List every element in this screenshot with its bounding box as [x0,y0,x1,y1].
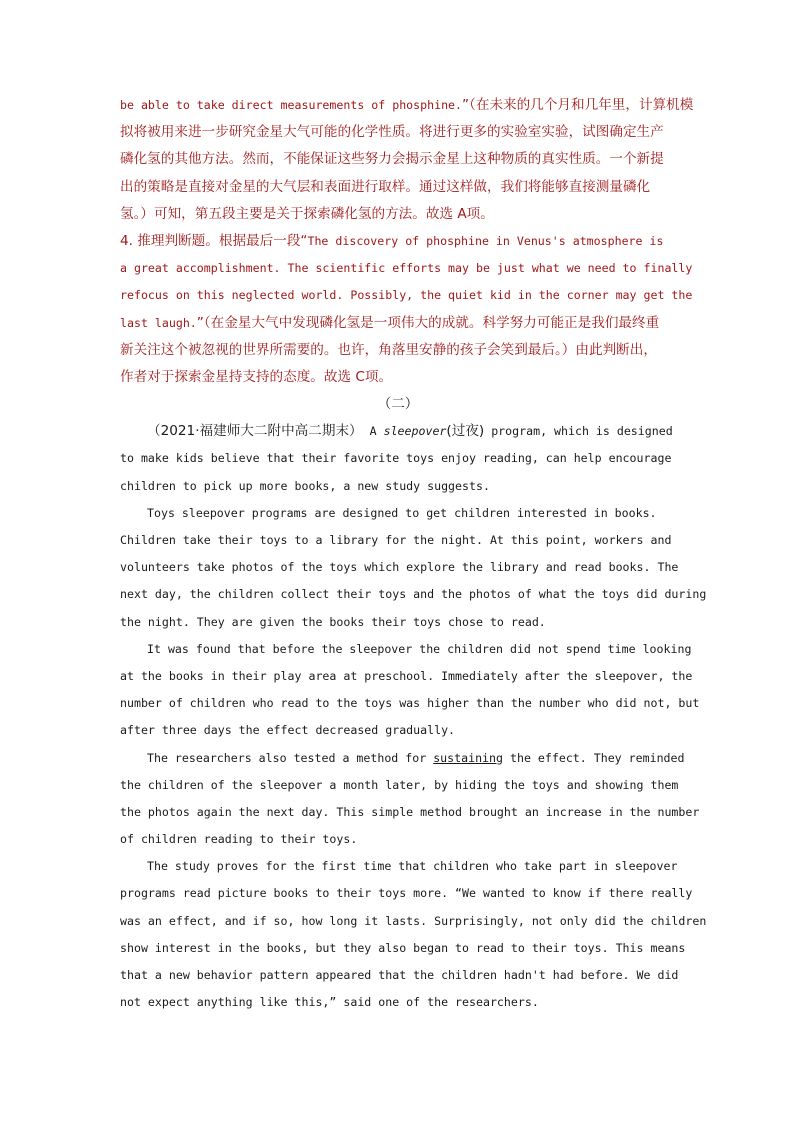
passage-line: the photos again the next day. This simple method brought an increase in the number [120,804,700,819]
passage-line: after three days the effect decreased gradually. [120,723,456,738]
passage-line: at the books in their play area at preschool. Immediately after the sleepover, the [120,668,693,683]
passage-line: It was found that before the sleepover the children did not spend time looking [147,641,692,656]
answer-line [120,92,694,119]
underlined-word: sustaining [433,750,503,765]
passage-line: （2021·福建师大二附中高二期末） A sleepover(过夜) program, which is designed [147,423,673,440]
answer-line: 出的策略是直接对金星的大气层和表面进行取样。通过这样做，我们将能够直接测量磷化 [120,178,651,195]
keyword-sleepover: sleepover [383,424,447,439]
passage-line: show interest in the books, but they also began to read to their toys. This means [120,940,686,955]
answer4-line: refocus on this neglected world. Possibly, the quiet kid in the corner may get the [120,288,693,303]
document-page [120,92,707,1016]
section-title: （二） [377,396,419,413]
passage-line: children to pick up more books, a new study suggests. [120,478,490,493]
passage-source: （2021·福建师大二附中高二期末） [147,423,363,440]
passage-line: programs read picture books to their toys more. “We wanted to know if there really [120,886,693,901]
answer4-english-quote: The discovery of phosphine in Venus's atmosphere is [307,233,664,248]
keyword-gloss: (过夜) [446,423,485,440]
answer4-line: 新关注这个被忽视的世界所需要的。也许，角落里安静的孩子会笑到最后。）由此判断出， [120,341,657,358]
passage-line: number of children who read to the toys was higher than the number who did not, but [120,696,700,711]
passage-line: volunteers take photos of the toys which explore the library and read books. The [120,560,679,575]
answer-line: 拟将被用来进一步研究金星大气可能的化学性质。将进行更多的实验室实验，试图确定生产 [120,124,664,141]
passage-line: that a new behavior pattern appeared that the children hadn't had before. We did [120,968,679,982]
passage-line: next day, the children collect their toys and the photos of what the toys did during [120,587,707,602]
passage-line: the night. They are given the books their toys chose to read. [120,614,546,629]
answer-english-quote: be able to take direct measurements of phosphine. [120,98,463,112]
passage-line: The study proves for the first time that children who take part in sleepover [147,859,678,874]
passage-line: Children take their toys to a library for the night. At this point, workers and [120,533,672,547]
answer4-english-quote: last laugh. [120,315,197,330]
passage-line: the children of the sleepover a month later, by hiding the toys and showing them [120,777,679,792]
answer4-line [120,228,676,255]
passage-line: The researchers also tested a method for sustaining the effect. They reminded [147,750,685,765]
answer4-chinese-text: ”（在金星大气中发现磷化氢是一项伟大的成就。科学努力可能正是我们最终重 [196,314,660,331]
answer-line: 磷化氢的其他方法。然而，不能保证这些努力会揭示金星上这种物质的真实性质。一个新提 [120,151,664,168]
passage-line: Toys sleepover programs are designed to get children interested in books. [147,505,657,520]
answer-chinese-text: ”（在未来的几个月和几年里，计算机模 [462,97,694,113]
answer4-line: a great accomplishment. The scientific efforts may be just what we need to finally [120,261,693,276]
passage-line: not expect anything like this,” said one of the researchers. [120,995,539,1010]
passage-line: to make kids believe that their favorite toys enjoy reading, can help encourage [120,451,672,466]
passage-line: of children reading to their toys. [120,832,358,847]
answer-line: 氢。）可知，第五段主要是关于探索磷化氢的方法。故选 A项。 [120,205,494,222]
answer4-prefix: 4. 推理判断题。根据最后一段“ [120,232,308,249]
answer4-line [120,310,676,337]
passage-line: was an effect, and if so, how long it lasts. Surprisingly, not only did the children [120,913,707,928]
answer4-line: 作者对于探索金星持支持的态度。故选 C项。 [120,368,393,385]
